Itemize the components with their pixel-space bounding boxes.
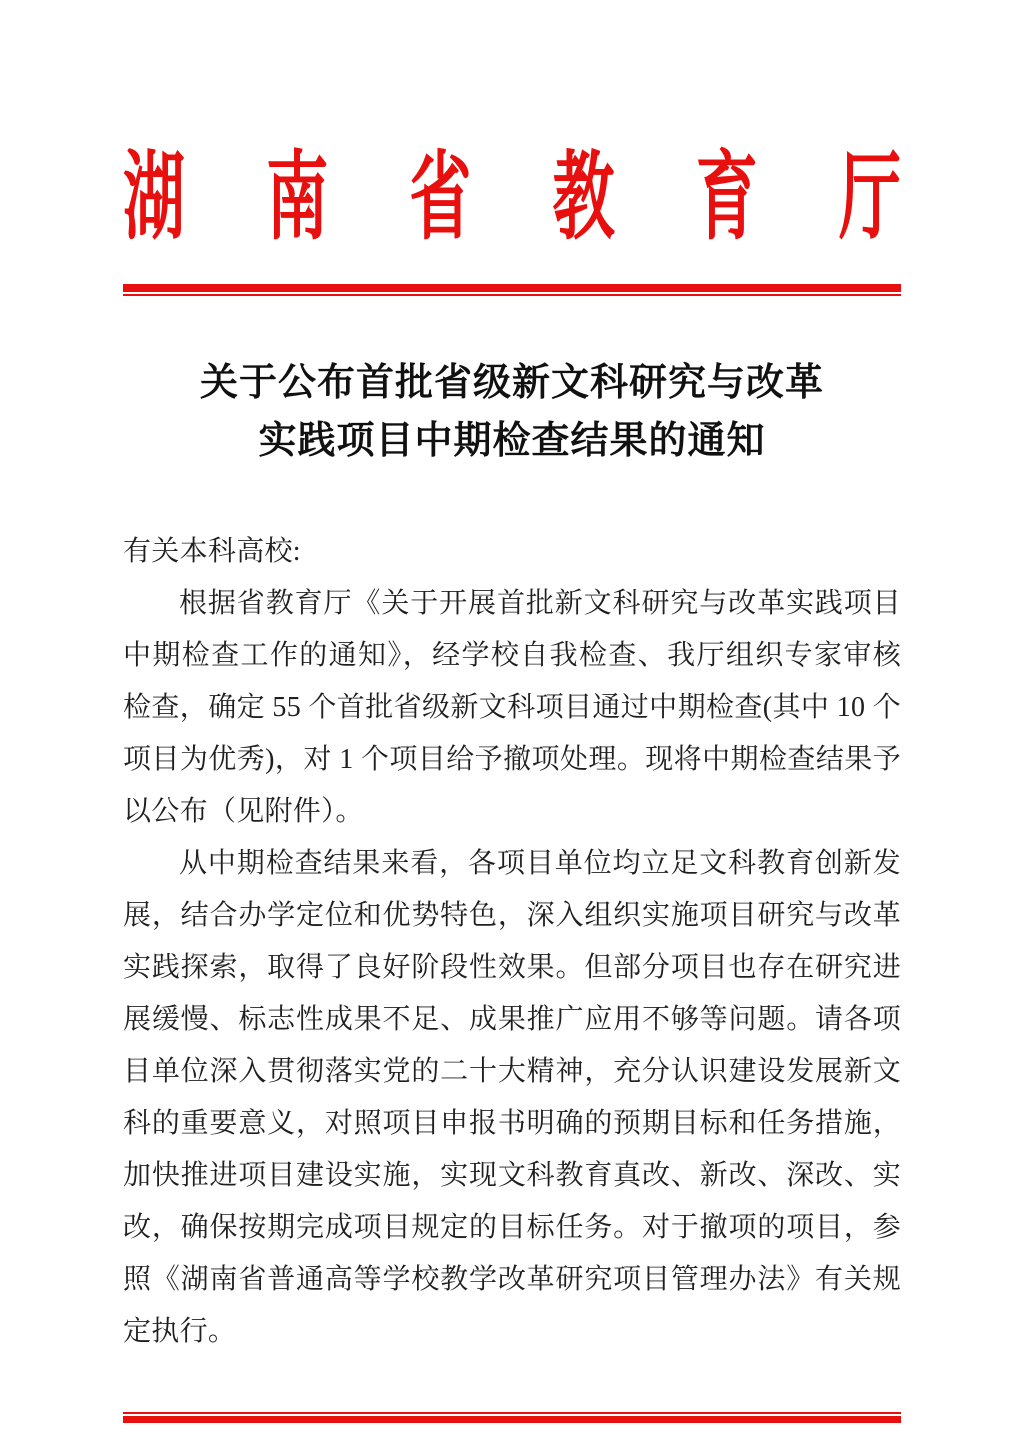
agency-char: 教: [552, 146, 615, 252]
agency-char: 南: [266, 146, 329, 252]
agency-char: 湖: [123, 146, 186, 252]
document-title: [123, 354, 901, 470]
document-title-line1: 关于公布首批省级新文科研究与改革: [199, 362, 824, 404]
agency-char: 厅: [838, 146, 901, 252]
paragraph: 根据省教育厅《关于开展首批新文科研究与改革实践项目中期检查工作的通知》，经学校自我检查、我厅组织专家审核检查，确定 55 个首批省级新文科项目通过中期检查(其中 10 个项目为优秀)，对 1 个项目给予撤项处理。现将中期检查结果予以公布（见附件）。: [123, 588, 901, 827]
agency-char: 育: [695, 146, 758, 252]
footer-divider-thick-rule: [123, 1416, 901, 1423]
paragraph: 从中期检查结果来看，各项目单位均立足文科教育创新发展，结合办学定位和优势特色，深入组织实施项目研究与改革实践探索，取得了良好阶段性效果。但部分项目也存在研究进展缓慢、标志性成果不足、成果推广应用不够等问题。请各项目单位深入贯彻落实党的二十大精神，充分认识建设发展新文科的重要意义，对照项目申报书明确的预期目标和任务措施，加快推进项目建设实施，实现文科教育真改、新改、深改、实改，确保按期完成项目规定的目标任务。对于撤项的项目，参照《湖南省普通高等学校教学改革研究项目管理办法》有关规定执行。: [123, 848, 901, 1347]
footer-divider: [123, 1412, 901, 1423]
header-divider-thin-rule: [123, 294, 901, 296]
agency-char: 省: [409, 146, 472, 252]
header-divider-thick-rule: [123, 284, 901, 292]
salutation: 有关本科高校:: [123, 536, 301, 567]
header-divider: [123, 284, 901, 296]
agency-masthead: [123, 146, 901, 252]
document-title-line2: 实践项目中期检查结果的通知: [258, 420, 766, 462]
document-body: [123, 526, 901, 1358]
